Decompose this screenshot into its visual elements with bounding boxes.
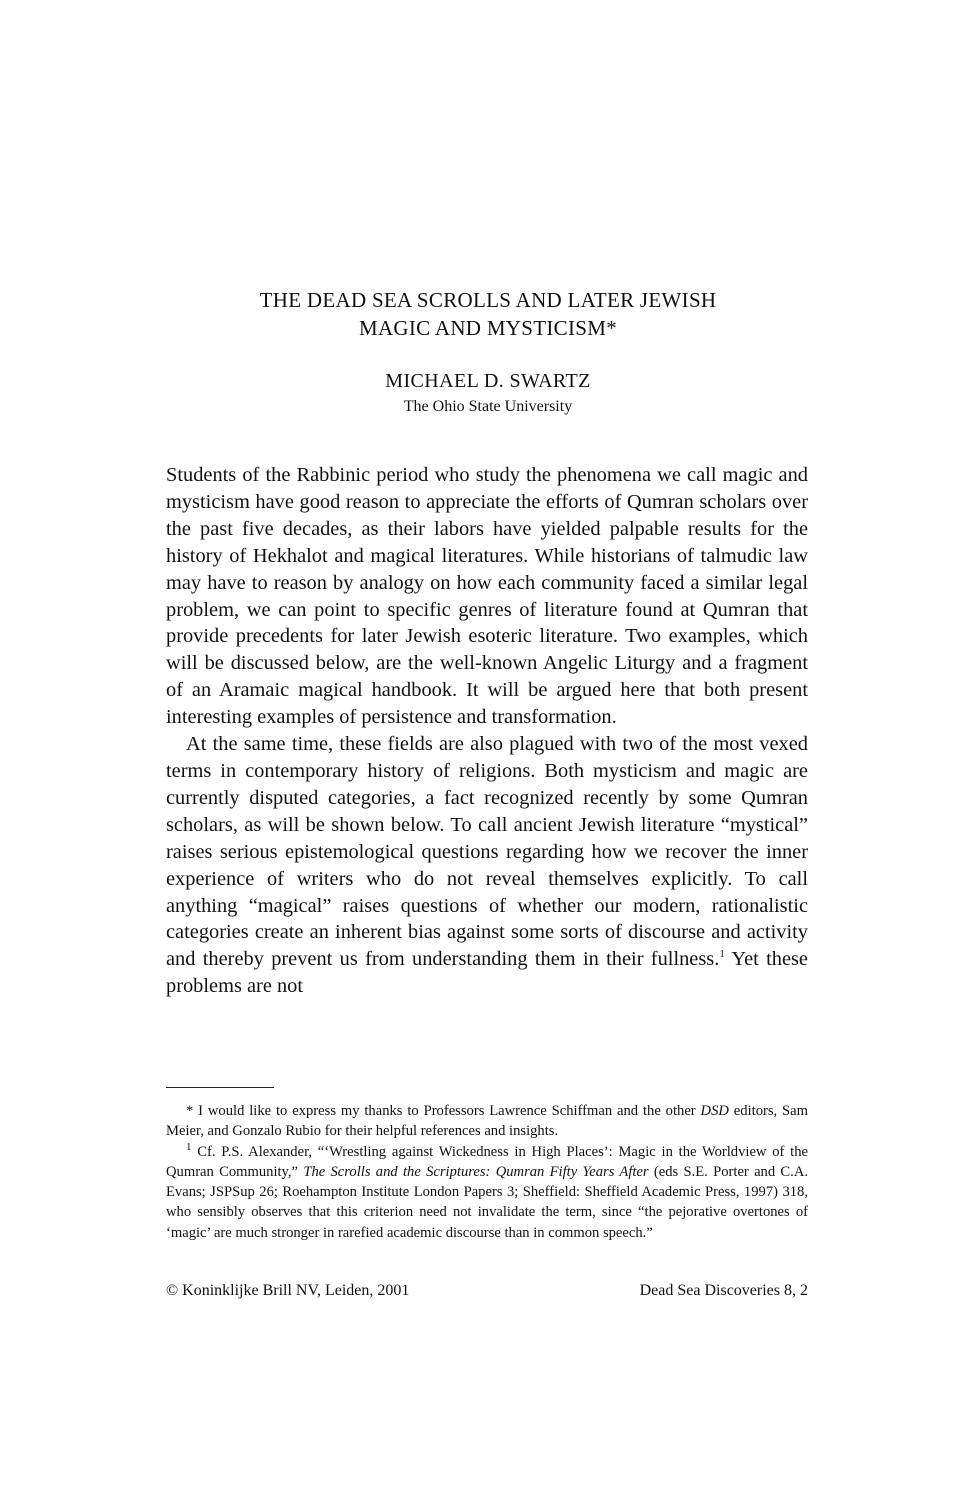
footnote-1-book-title: The Scrolls and the Scriptures: Qumran Fifty Years After: [303, 1163, 649, 1180]
journal-citation: Dead Sea Discoveries 8, 2: [639, 1282, 808, 1299]
footnote-acknowledgement: [166, 1101, 808, 1142]
footnote-acknowledgement-text: * I would like to express my thanks to Professors Lawrence Schiffman and the other: [186, 1103, 696, 1119]
article-title-line-1: THE DEAD SEA SCROLLS AND LATER JEWISH: [259, 288, 717, 312]
copyright-notice: © Koninklijke Brill NV, Leiden, 2001: [166, 1282, 410, 1299]
article-body: [166, 462, 808, 1000]
footnote-acknowledgement-journal: DSD: [700, 1103, 729, 1119]
footnote-1-text: Cf. P.S. Alexander, “‘Wrestling against Wickedness in High Places’: Magic in the Worldview of the Qumran Community,”: [166, 1143, 808, 1180]
body-paragraph-1: Students of the Rabbinic period who study the phenomena we call magic and mysticism have good reason to appreciate the efforts of Qumran scholars over the past five decades, as their labors have yielded palpable results for the history of Hekhalot and magical literatures. While historians of talmudic law may have to reason by analogy on how each community faced a similar legal problem, we can point to specific genres of literature found at Qumran that provide precedents for later Jewish esoteric literature. Two examples, which will be discussed below, are the well-known Angelic Liturgy and a fragment of an Aramaic magical handbook. It will be argued here that both present interesting examples of persistence and transformation.: [166, 464, 808, 729]
footnote-reference-1[interactable]: 1: [719, 948, 725, 961]
article-header: [166, 286, 810, 418]
author-name: MICHAEL D. SWARTZ: [385, 370, 591, 392]
article-title-line-2: MAGIC AND MYSTICISM*: [358, 316, 618, 340]
footnote-1-marker: 1: [186, 1140, 192, 1153]
author-affiliation: The Ohio State University: [403, 398, 573, 415]
footnotes: [166, 1101, 808, 1243]
page-footer: [166, 1280, 808, 1302]
footnote-acknowledgement-rest: editors, Sam Meier, and Gonzalo Rubio for their helpful references and insights.: [166, 1103, 808, 1140]
footnote-divider: [166, 1087, 274, 1088]
footnote-1: [166, 1142, 808, 1243]
footnote-1-text-continued: (eds S.E. Porter and C.A. Evans; JSPSup 26; Roehampton Institute London Papers 3; Sheffield: Sheffield Academic Press, 1997) 318, who sensibly observes that this criterion need not invalidate the term, since “the pejorative overtones of ‘magic’ are much stronger in rarefied academic discourse than in common speech.”: [166, 1163, 809, 1241]
body-paragraph-2-continuation: Yet these problems are not: [166, 948, 808, 998]
body-paragraph-2-text: At the same time, these fields are also plagued with two of the most vexed terms in contemporary history of religions. Both mysticism and magic are currently disputed categories, a fact recognized recently by some Qumran scholars, as will be shown below. To call ancient Jewish literature “mystical” raises serious epistemological questions regarding how we recover the inner experience of writers who do not reveal themselves explicitly. To call anything “magical” raises questions of whether our modern, rationalistic categories create an inherent bias against some sorts of discourse and activity and thereby prevent us from understanding them in their fullness.: [166, 733, 808, 971]
body-paragraph-2: [166, 731, 808, 1000]
